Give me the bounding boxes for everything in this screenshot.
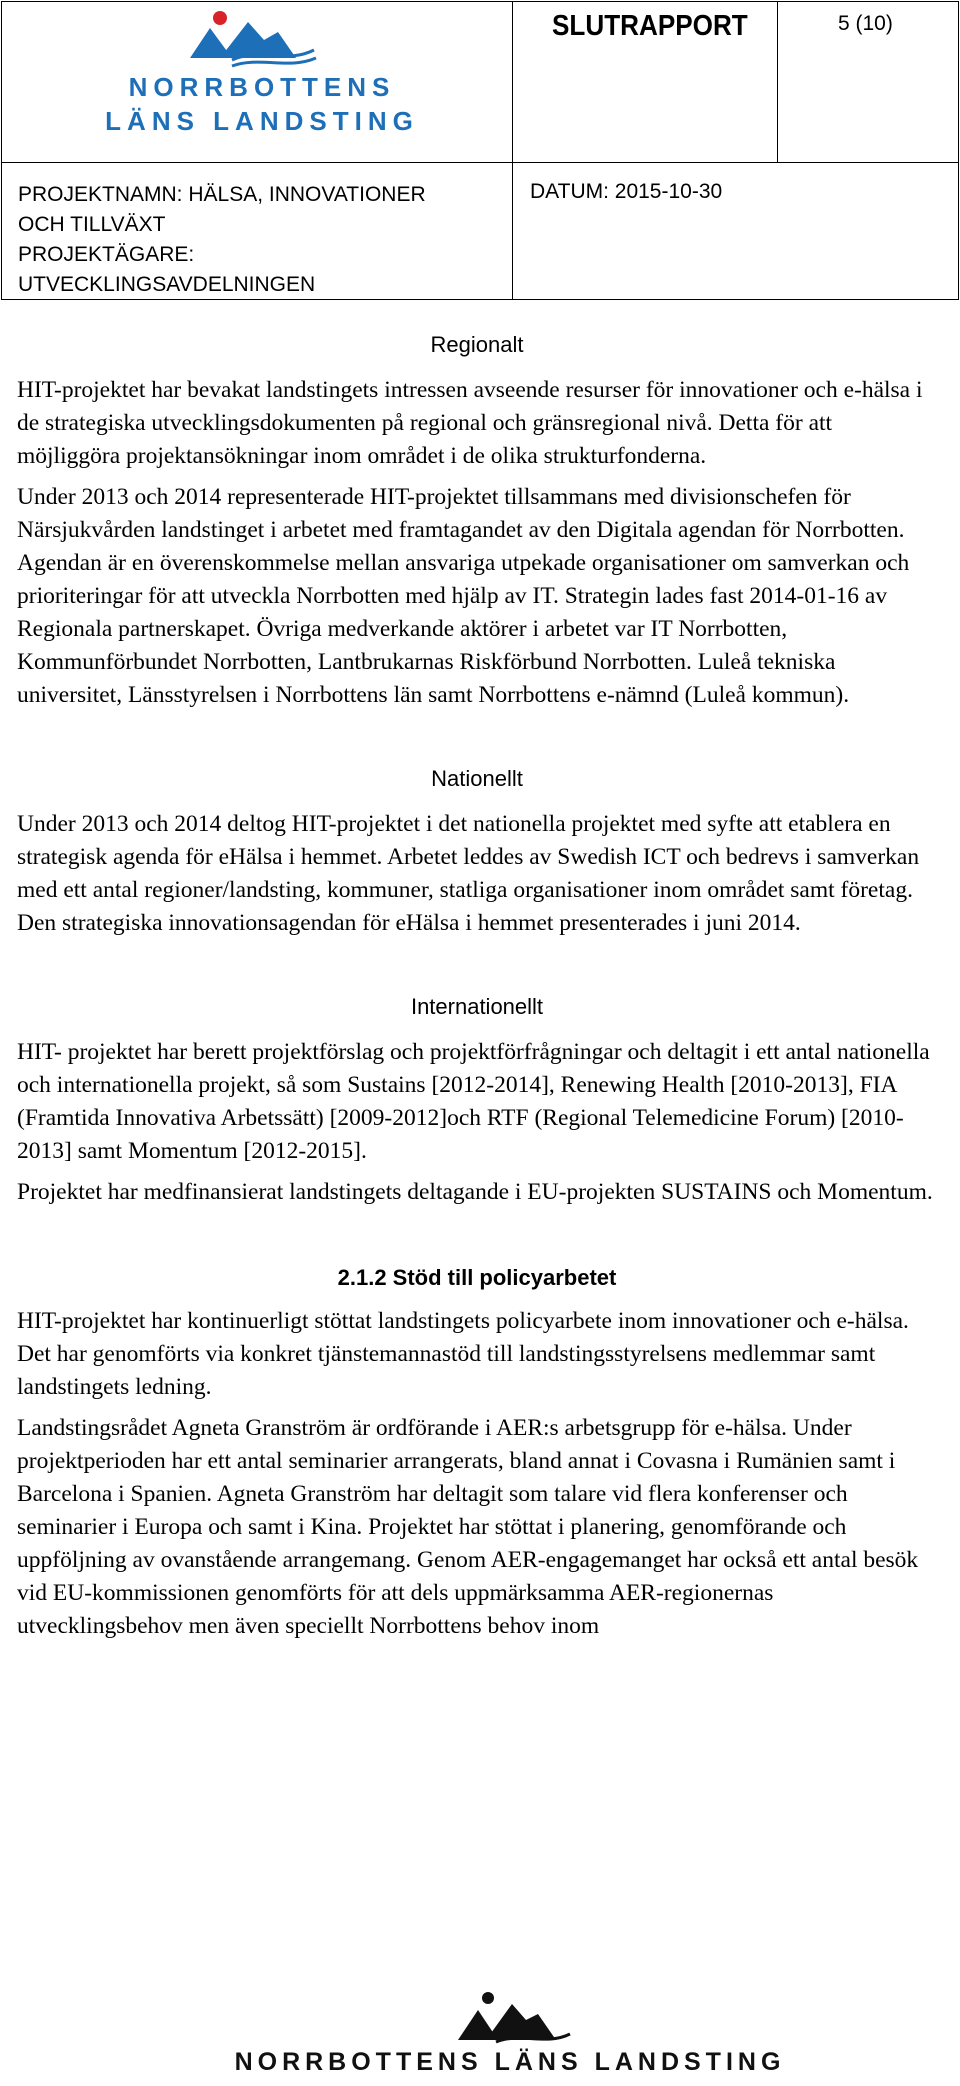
paragraph: HIT- projektet har berett projektförslag och projektförfrågningar och deltagit i ett antal nationella och internationella projekt, så som Sustains [2012-2014], Renewing Health [2010-2013], FIA (Framtida Innovativa Arbetssätt) [2009-2012]och RTF (Regional Telemedicine Forum) [2010-2013] samt Momentum [2012-2015]. — [17, 1039, 930, 1164]
document-body — [17, 330, 937, 1651]
footer-logo-text: NORRBOTTENS LÄNS LANDSTING — [234, 2048, 786, 2076]
header-divider — [777, 2, 778, 162]
logo-emblem-icon — [82, 10, 442, 70]
organization-logo — [82, 10, 442, 135]
header-divider — [2, 162, 958, 163]
header-divider — [512, 2, 513, 299]
logo-line1: NORRBOTTENS — [128, 72, 396, 102]
document-header — [1, 1, 959, 300]
document-date: DATUM: 2015-10-30 — [530, 180, 723, 203]
project-info-line: PROJEKTÄGARE: — [18, 243, 195, 266]
section-heading-regionalt: Regionalt — [430, 332, 524, 357]
section-heading-internationellt: Internationellt — [410, 994, 544, 1019]
footer-logo — [190, 1990, 830, 2080]
project-info-line: PROJEKTNAMN: HÄLSA, INNOVATIONER — [18, 183, 426, 206]
paragraph: Under 2013 och 2014 deltog HIT-projektet i det nationella projektet med syfte att etablera en strategisk agenda för eHälsa i hemmet. Arbetet leddes av Swedish ICT och bedrevs i samverkan med ett antal regioner/landsting, kommuner, statliga organisationer inom området samt företag. Den strategiska innovationsagendan för eHälsa i hemmet presenterades i juni 2014. — [17, 811, 920, 936]
paragraph: HIT-projektet har kontinuerligt stöttat landstingets policyarbete inom innovationer och e-hälsa. Det har genomförts via konkret tjänstemannastöd till landstingsstyrelsens medlemmar samt landstingets ledning. — [17, 1308, 909, 1400]
paragraph: Under 2013 och 2014 representerade HIT-projektet tillsammans med divisionschefen för Närsjukvården landstinget i arbetet med framtagandet av den Digitala agendan för Norrbotten. Agendan är en överenskommelse mellan ansvariga utpekade organisationer om samverkan och prioriteringar för att utveckla Norrbotten med hjälp av IT. Strategin lades fast 2014-01-16 av Regionala partnerskapet. Övriga medverkande aktörer i arbetet var IT Norrbotten, Kommunförbundet Norrbotten, Lantbrukarnas Riskförbund Norrbotten. Luleå tekniska universitet, Länsstyrelsen i Norrbottens län samt Norrbottens e-nämnd (Luleå kommun). — [17, 484, 910, 708]
paragraph: HIT-projektet har bevakat landstingets intressen avseende resurser för innovationer och e-hälsa i de strategiska utvecklingsdokumenten på regional och gränsregional nivå. Detta för att möjliggöra projektansökningar inom området i de olika strukturfonderna. — [17, 377, 923, 469]
page-number: 5 (10) — [838, 12, 893, 35]
project-info-line: UTVECKLINGSAVDELNINGEN — [18, 273, 316, 296]
project-info — [18, 180, 426, 300]
paragraph: Projektet har medfinansierat landstingets deltagande i EU-projekten SUSTAINS och Momentum. — [17, 1179, 933, 1205]
section-heading-policy: 2.1.2 Stöd till policyarbetet — [337, 1265, 617, 1290]
paragraph: Landstingsrådet Agneta Granström är ordförande i AER:s arbetsgrupp för e-hälsa. Under projektperioden har ett antal seminarier arrangerats, bland annat i Covasna i Rumänien samt i Barcelona i Spanien. Agneta Granström har deltagit som talare vid flera konferenser och seminarier i Europa och samt i Kina. Projektet har stöttat i planering, genomförande och uppföljning av ovanstående arrangemang. Genom AER-engagemanget har också ett antal besök vid EU-kommissionen genomförts för att dels uppmärksamma AER-regionernas utvecklingsbehov men även speciellt Norrbottens behov inom — [17, 1415, 919, 1639]
footer-emblem-icon — [190, 1990, 830, 2046]
project-info-line: OCH TILLVÄXT — [18, 213, 166, 236]
section-heading-nationellt: Nationellt — [431, 766, 523, 791]
document-title: SLUTRAPPORT — [552, 10, 748, 42]
logo-line2: LÄNS LANDSTING — [105, 106, 419, 136]
